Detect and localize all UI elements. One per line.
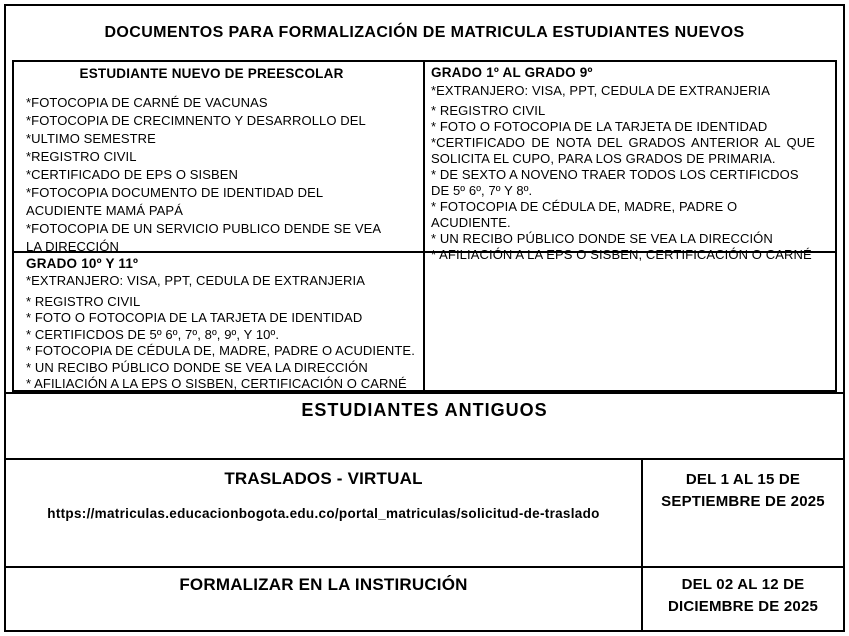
preescolar-items <box>26 94 397 256</box>
antiguos-section <box>6 392 843 460</box>
requirement-item: *FOTOCOPIA DE CRECIMNENTO Y DESARROLLO DEL *ULTIMO SEMESTRE <box>26 113 366 146</box>
document-frame <box>4 4 845 632</box>
grado-10-y-11-header: GRADO 10º Y 11º <box>26 256 139 271</box>
requirement-item: * CERTIFICDOS DE 5º 6º, 7º, 8º, 9º, Y 10º. <box>26 326 280 342</box>
requirement-item: *FOTOCOPIA DE CARNÉ DE VACUNAS <box>26 95 268 110</box>
cell-grado-10-y-11 <box>14 253 425 393</box>
requirement-item: * UN RECIBO PÚBLICO DONDE SE VEA LA DIRECCIÓN <box>26 359 368 375</box>
formalizar-cell <box>6 568 643 630</box>
requirement-item: * REGISTRO CIVIL <box>26 293 141 309</box>
requirement-item: * FOTOCOPIA DE CÉDULA DE, MADRE, PADRE O ACUDIENTE. <box>26 343 415 358</box>
requirement-item: * DE SEXTO A NOVENO TRAER TODOS LOS CERTIFICDOS DE 5º 6º, 7º Y 8º. <box>431 167 799 198</box>
requirement-item: *REGISTRO CIVIL <box>26 149 137 164</box>
grado-1-a-9-items <box>431 83 815 263</box>
requirement-item: *FOTOCOPIA DOCUMENTO DE IDENTIDAD DEL ACUDIENTE MAMÁ PAPÁ <box>26 185 323 218</box>
page-title: DOCUMENTOS PARA FORMALIZACIÓN DE MATRICULA ESTUDIANTES NUEVOS <box>104 24 745 41</box>
formalizar-date-cell <box>643 568 843 630</box>
antiguos-header: ESTUDIANTES ANTIGUOS <box>301 400 548 420</box>
requirement-item: * AFILIACIÓN A LA EPS O SISBEN, CERTIFICACIÓN O CARNÉ <box>431 247 812 262</box>
traslados-url: https://matriculas.educacionbogota.edu.co/portal_matriculas/solicitud-de-traslado <box>47 506 600 521</box>
cell-grado-1-a-9 <box>425 62 835 262</box>
requirement-item: * FOTOCOPIA DE CÉDULA DE, MADRE, PADRE O ACUDIENTE. <box>431 199 738 230</box>
grado-1-a-9-header: GRADO 1º AL GRADO 9º <box>431 65 593 80</box>
requirement-item: * REGISTRO CIVIL <box>431 103 546 118</box>
traslados-date: DEL 1 AL 15 DE SEPTIEMBRE DE 2025 <box>661 471 825 510</box>
traslados-cell <box>6 460 643 568</box>
requirement-item: *CERTIFICADO DE EPS O SISBEN <box>26 167 239 182</box>
title-row <box>6 6 843 60</box>
requirement-item: * UN RECIBO PÚBLICO DONDE SE VEA LA DIRECCIÓN <box>431 231 773 246</box>
requirement-item: *EXTRANJERO: VISA, PPT, CEDULA DE EXTRANJERIA <box>26 273 365 288</box>
cell-empty <box>425 253 835 393</box>
cell-preescolar <box>14 62 425 253</box>
preescolar-header: ESTUDIANTE NUEVO DE PREESCOLAR <box>79 66 344 81</box>
traslados-label: TRASLADOS - VIRTUAL <box>224 469 423 488</box>
requirement-item: * FOTO O FOTOCOPIA DE LA TARJETA DE IDENTIDAD <box>431 119 768 134</box>
new-students-documents-table <box>12 60 837 392</box>
requirement-item: *FOTOCOPIA DE UN SERVICIO PUBLICO DENDE SE VEA LA DIRECCIÓN <box>26 221 381 254</box>
requirement-item: *EXTRANJERO: VISA, PPT, CEDULA DE EXTRANJERIA <box>431 83 770 98</box>
traslados-date-cell <box>643 460 843 568</box>
formalizar-label: FORMALIZAR EN LA INSTIRUCIÓN <box>179 575 468 594</box>
requirement-item: * AFILIACIÓN A LA EPS O SISBEN, CERTIFICACIÓN O CARNÉ <box>26 376 407 391</box>
schedule-table <box>6 460 843 630</box>
formalizar-date: DEL 02 AL 12 DE DICIEMBRE DE 2025 <box>667 576 819 615</box>
requirement-item: * FOTO O FOTOCOPIA DE LA TARJETA DE IDENTIDAD <box>26 310 363 325</box>
grado-10-y-11-items <box>26 273 415 393</box>
requirement-item: *CERTIFICADO DE NOTA DEL GRADOS ANTERIOR AL QUE SOLICITA EL CUPO, PARA LOS GRADOS DE PRIMARIA. <box>431 135 815 166</box>
